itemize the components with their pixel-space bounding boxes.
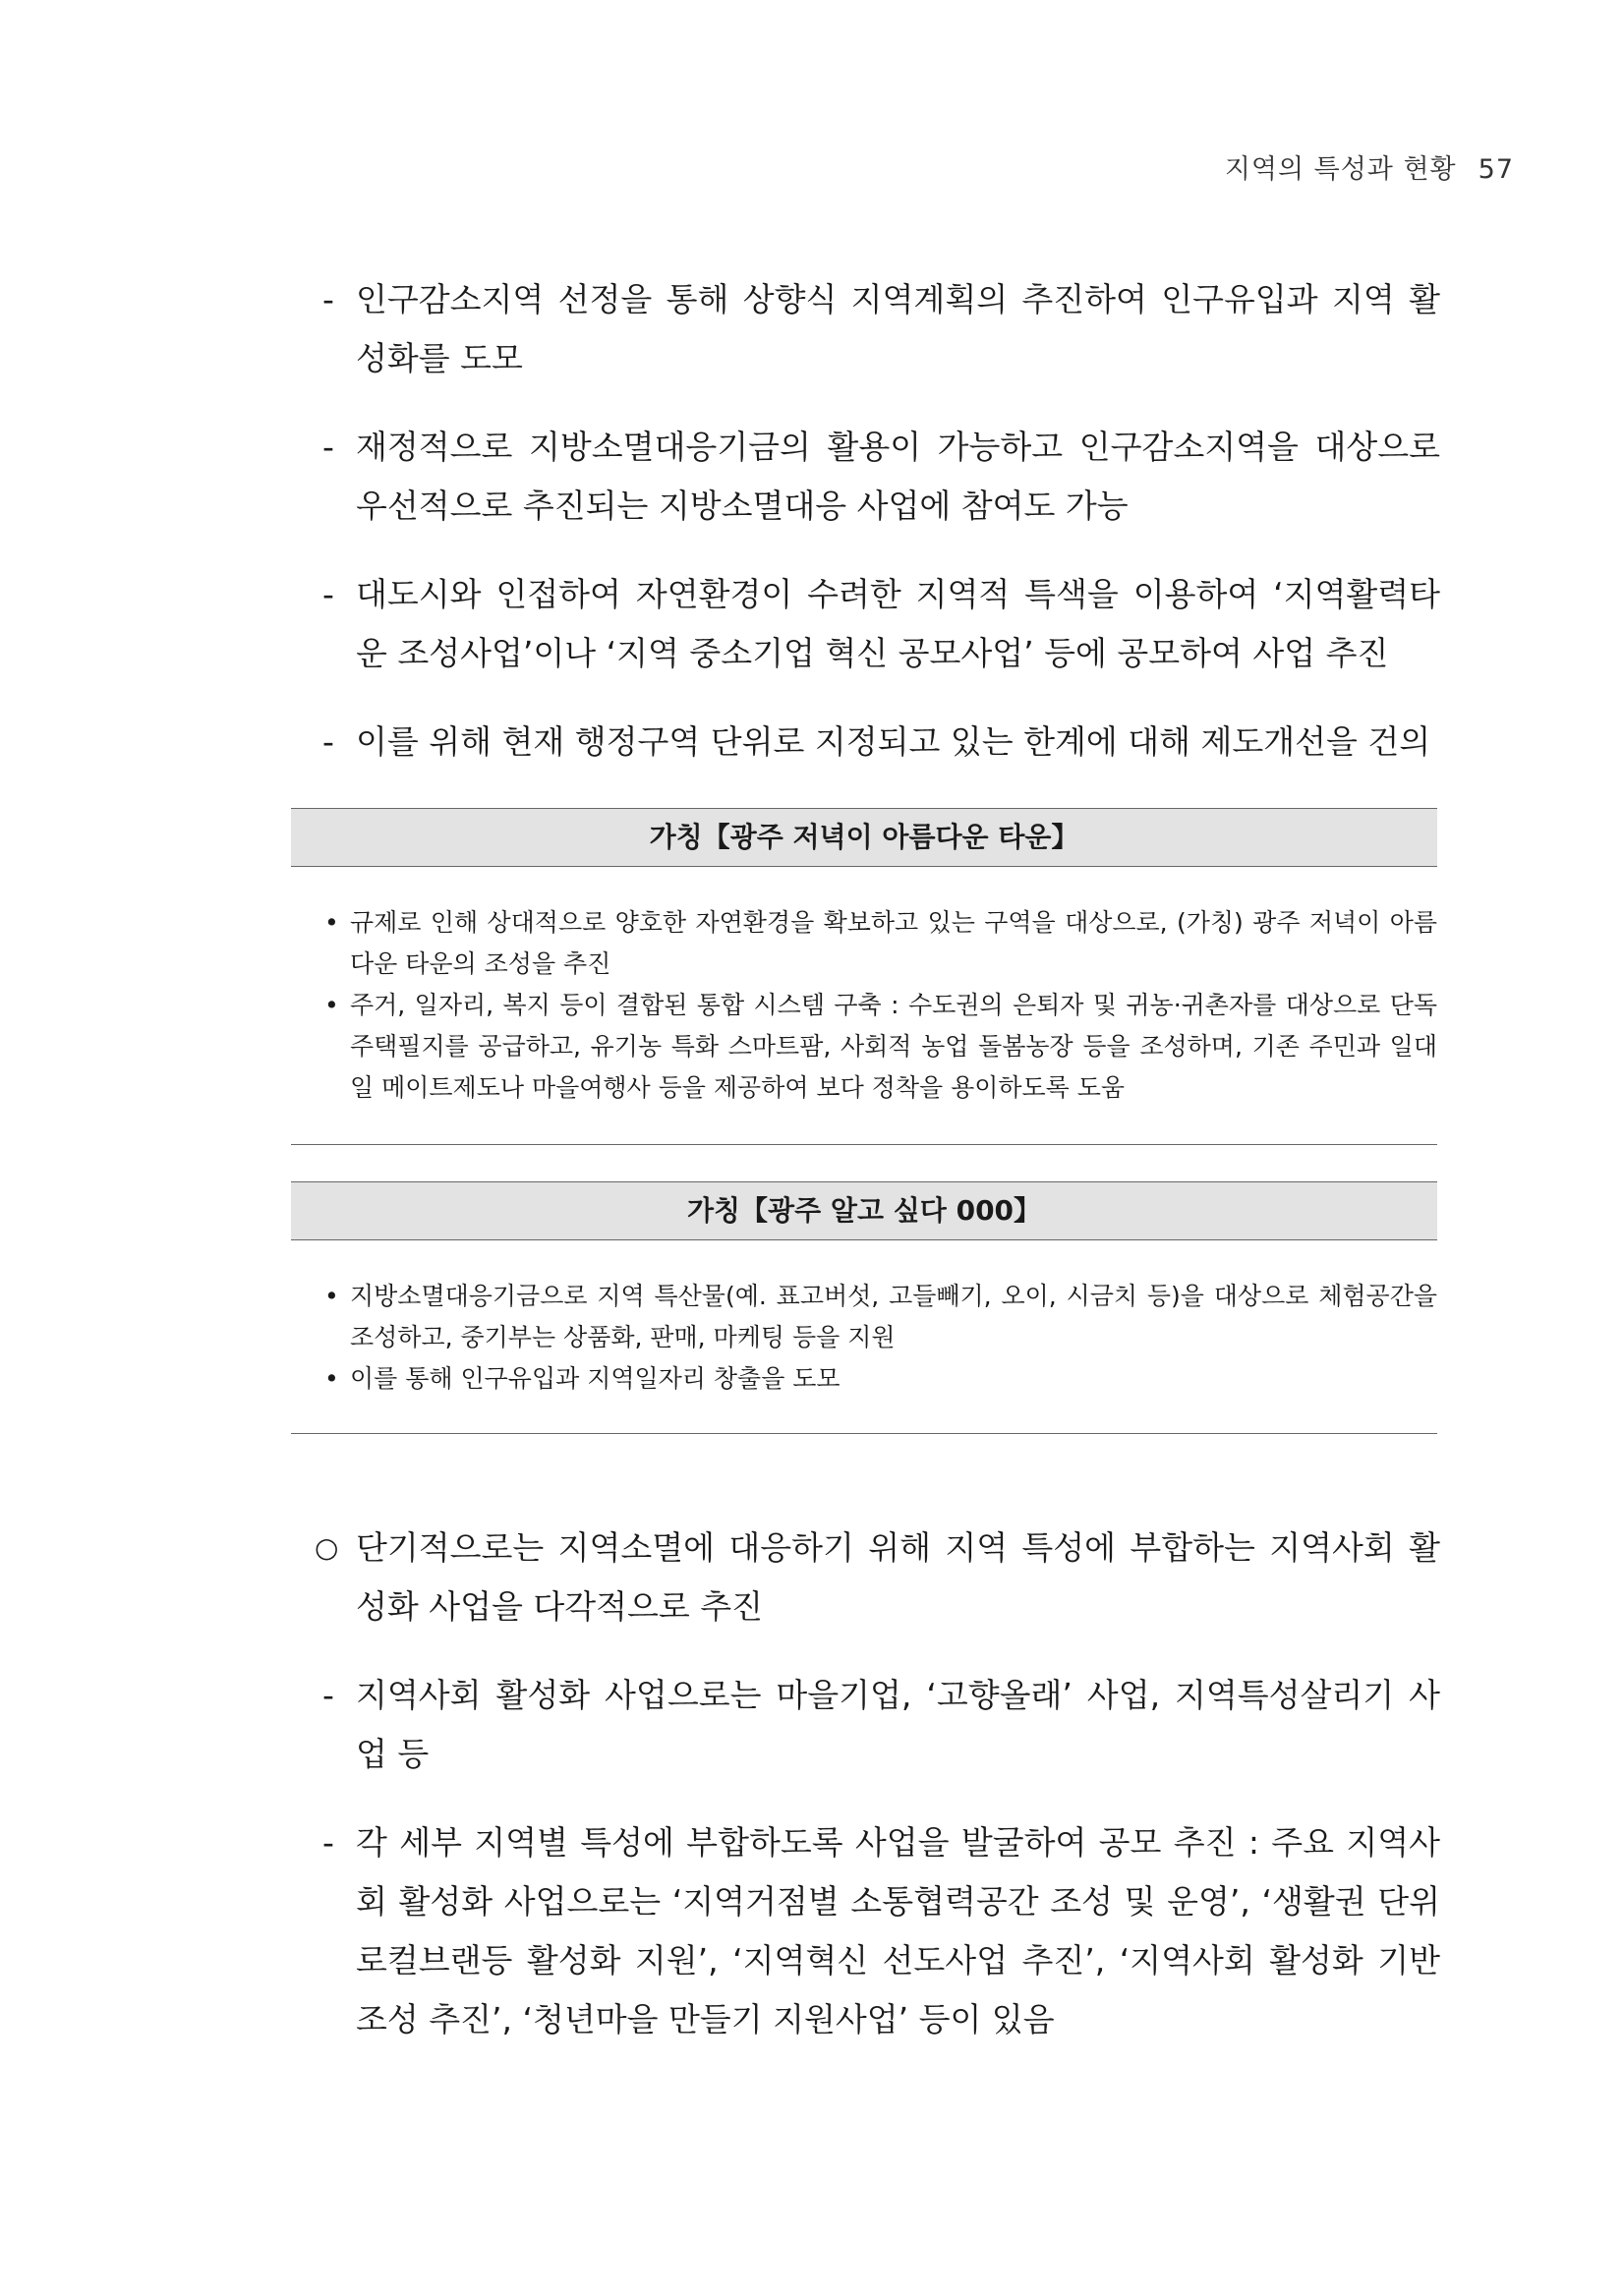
running-title: 지역의 특성과 현황 <box>1224 154 1457 185</box>
bullet-dot: • <box>324 1282 339 1310</box>
dash-item <box>295 418 1440 536</box>
dash-item-text: 이를 위해 현재 행정구역 단위로 지정되고 있는 한계에 대해 제도개선을 건의 <box>356 722 1431 761</box>
box-2-item-text: 이를 통해 인구유입과 지역일자리 창출을 도모 <box>350 1364 841 1393</box>
box-2-bottom-rule <box>291 1433 1437 1434</box>
dash-item <box>295 1813 1440 2049</box>
box-2-list <box>324 1276 1437 1400</box>
dash-marker: - <box>322 428 334 466</box>
bullet-dot: • <box>324 1364 339 1393</box>
section-1 <box>295 270 1440 772</box>
box-1-bottom-rule <box>291 1144 1437 1145</box>
dash-item-text: 인구감소지역 선정을 통해 상향식 지역계획의 추진하여 인구유입과 지역 활성화를 도모 <box>356 280 1440 377</box>
box-2-item <box>324 1276 1437 1358</box>
section-2 <box>295 1519 1440 2049</box>
box-1-item-text: 규제로 인해 상대적으로 양호한 자연환경을 확보하고 있는 구역을 대상으로, (가칭) 광주 저녁이 아름다운 타운의 조성을 추진 <box>350 908 1437 978</box>
dash-marker: - <box>322 722 334 761</box>
box-1-list <box>324 902 1437 1109</box>
box-2-item-text: 지방소멸대응기금으로 지역 특산물(예. 표고버섯, 고들빼기, 오이, 시금치 등)을 대상으로 체험공간을 조성하고, 중기부는 상품화, 판매, 마케팅 등을 지원 <box>350 1282 1437 1351</box>
circle-marker: ○ <box>315 1531 339 1564</box>
running-header <box>1225 147 1514 186</box>
box-1-title: 가칭【광주 저녁이 아름다운 타운】 <box>291 808 1437 867</box>
page-number: 57 <box>1478 154 1514 185</box>
dash-item <box>295 565 1440 683</box>
dash-marker: - <box>322 280 334 318</box>
circle-item-text: 단기적으로는 지역소멸에 대응하기 위해 지역 특성에 부합하는 지역사회 활성화 사업을 다각적으로 추진 <box>356 1528 1440 1626</box>
box-2-item <box>324 1358 1437 1400</box>
circle-item <box>295 1519 1440 1636</box>
dash-item <box>295 1666 1440 1784</box>
box-1-item-text: 주거, 일자리, 복지 등이 결합된 통합 시스템 구축 : 수도권의 은퇴자 및 귀농·귀촌자를 대상으로 단독주택필지를 공급하고, 유기농 특화 스마트팜, 사회적 농업 돌봄농장 등을 조성하며, 기존 주민과 일대일 메이트제도나 마을여행사 등을 제공하여 보다 정착을 용이하도록 도움 <box>350 991 1437 1102</box>
box-1-item <box>324 902 1437 985</box>
dash-item-text: 대도시와 인접하여 자연환경이 수려한 지역적 특색을 이용하여 ‘지역활력타운 조성사업’이나 ‘지역 중소기업 혁신 공모사업’ 등에 공모하여 사업 추진 <box>356 575 1440 672</box>
bullet-dot: • <box>324 908 339 937</box>
box-1-item <box>324 985 1437 1109</box>
dash-item <box>295 270 1440 388</box>
dash-item-text: 각 세부 지역별 특성에 부합하도록 사업을 발굴하여 공모 추진 : 주요 지역사회 활성화 사업으로는 ‘지역거점별 소통협력공간 조성 및 운영’, ‘생활권 단위 로컬브랜등 활성화 지원’, ‘지역혁신 선도사업 추진’, ‘지역사회 활성화 기반 조성 추진’, ‘청년마을 만들기 지원사업’ 등이 있음 <box>356 1823 1440 2038</box>
dash-item <box>295 713 1440 772</box>
bullet-dot: • <box>324 991 339 1019</box>
dash-marker: - <box>322 575 334 613</box>
box-2-title: 가칭【광주 알고 싶다 000】 <box>291 1181 1437 1240</box>
dash-marker: - <box>322 1823 334 1862</box>
dash-item-text: 재정적으로 지방소멸대응기금의 활용이 가능하고 인구감소지역을 대상으로 우선적으로 추진되는 지방소멸대응 사업에 참여도 가능 <box>356 428 1440 525</box>
dash-marker: - <box>322 1676 334 1714</box>
dash-item-text: 지역사회 활성화 사업으로는 마을기업, ‘고향올래’ 사업, 지역특성살리기 사업 등 <box>356 1676 1440 1773</box>
